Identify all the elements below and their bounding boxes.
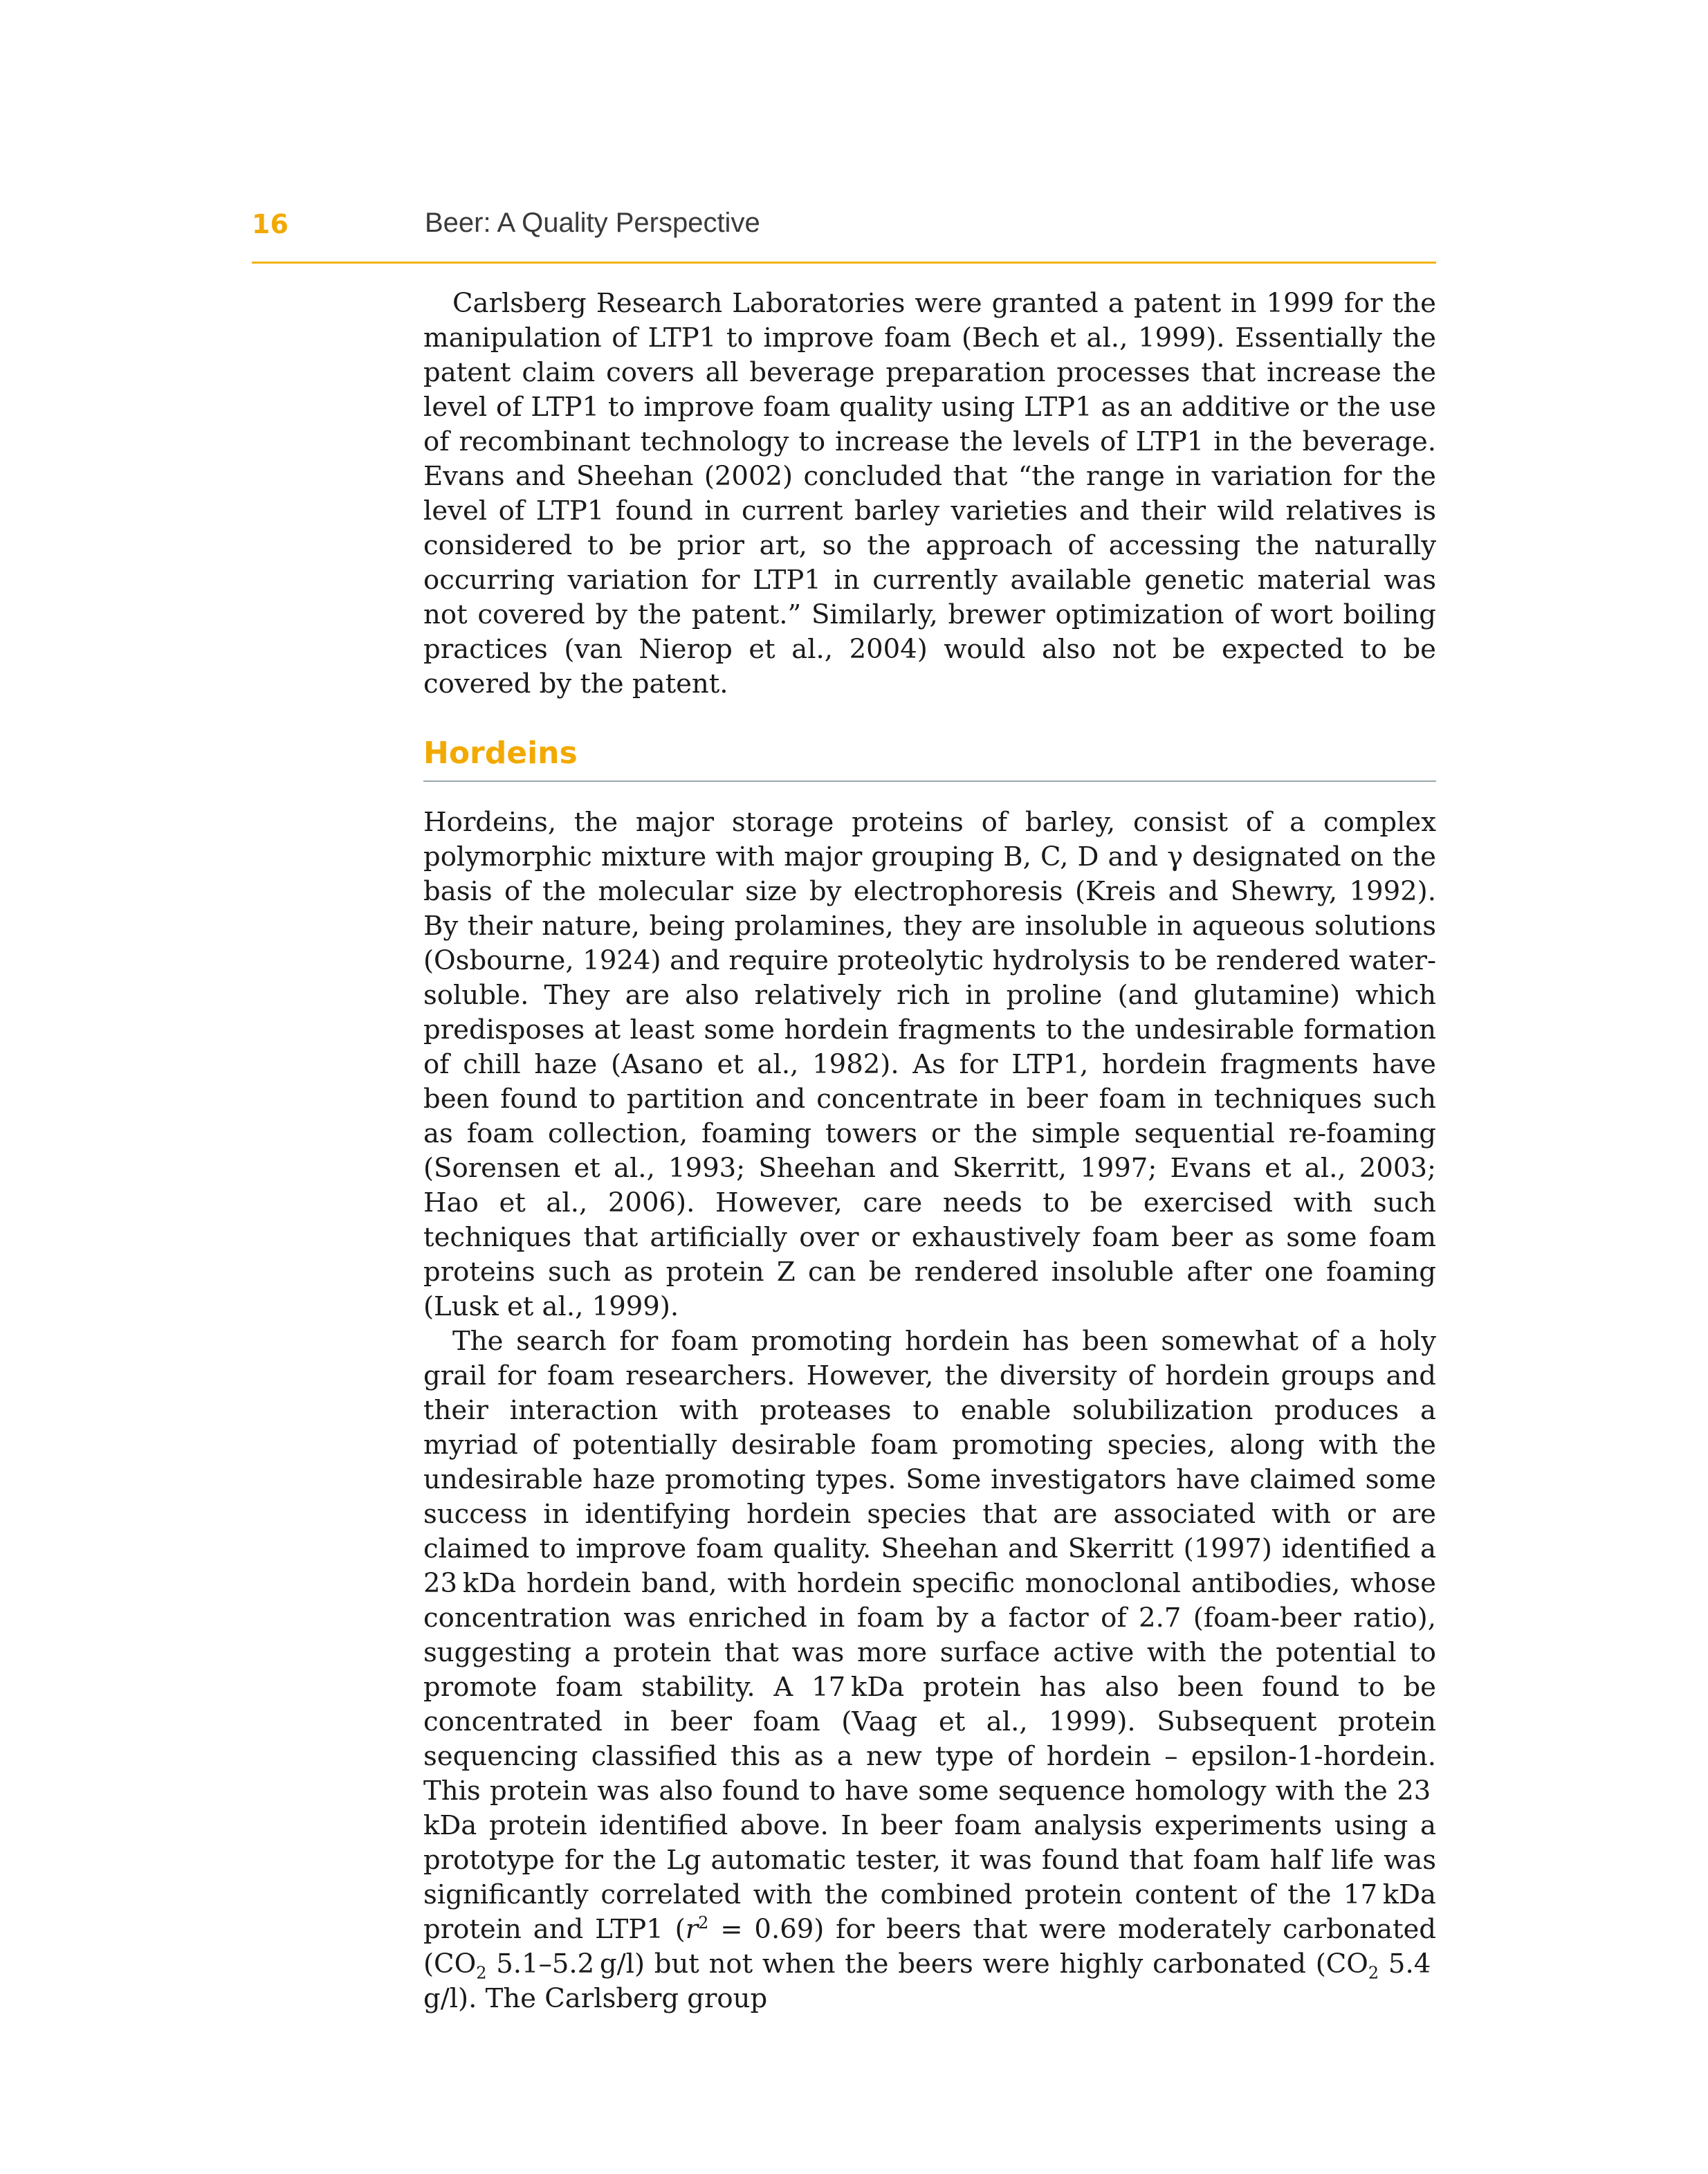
paragraph-2-mid-a: = 0.69) for beers that were moderately carbonated (CO [423, 1914, 1436, 1980]
paragraph-2-start: The search for foam promoting hordein has been somewhat of a holy grail for foam researchers. However, the diversity of hordein groups and their interaction with proteases to enable solubilization produces a myriad of potentially desirable foam promoting species, along with the undesirable haze promoting types. Some investigators have claimed some success in identifying hordein species that are associated with or are claimed to improve foam quality. Sheehan and Skerritt (1997) identified a 23 kDa hordein band, with hordein specific monoclonal antibodies, whose concentration was enriched in foam by a factor of 2.7 (foam-beer ratio), suggesting a protein that was more surface active with the potential to promote foam stability. A 17 kDa protein has also been found to be concentrated in beer foam (Vaag et al., 1999). Subsequent protein sequencing classified this as a new type of hordein – epsilon-1-hordein. This protein was also found to have some sequence homology with the 23 kDa protein identified above. In beer foam analysis experiments using a prototype for the Lg automatic tester, it was found that foam half life was significantly correlated with the combined protein content of the 17 kDa protein and LTP1 ( [423, 1326, 1436, 1945]
book-title: Beer: A Quality Perspective [425, 208, 760, 238]
section-heading: Hordeins [423, 732, 1436, 782]
section-paragraph-1: Hordeins, the major storage proteins of barley, consist of a complex polymorphic mixture with major grouping B, C, D and γ designated on the basis of the molecular size by electrophoresis (Kreis and Shewry, 1992). By their nature, being prolamines, they are insoluble in aqueous solutions (Osbourne, 1924) and require proteolytic hydrolysis to be rendered water-soluble. They are also relatively rich in proline (and glutamine) which predisposes at least some hordein fragments to the undesirable formation of chill haze (Asano et al., 1982). As for LTP1, hordein fragments have been found to partition and concentrate in beer foam in techniques such as foam collection, foaming towers or the simple sequential re-foaming (Sorensen et al., 1993; Sheehan and Skerritt, 1997; Evans et al., 2003; Hao et al., 2006). However, care needs to be exercised with such techniques that artificially over or exhaustively foam beer as some foam proteins such as protein Z can be rendered insoluble after one foaming (Lusk et al., 1999). [423, 807, 1436, 1322]
intro-paragraph: Carlsberg Research Laboratories were granted a patent in 1999 for the manipulation of LTP1 to improve foam (Bech et al., 1999). Essentially the patent claim covers all beverage preparation processes that increase the level of LTP1 to improve foam quality using LTP1 as an additive or the use of recombinant technology to increase the levels of LTP1 in the beverage. Evans and Sheehan (2002) concluded that “the range in variation for the level of LTP1 found in current barley varieties and their wild relatives is considered to be prior art, so the approach of accessing the naturally occurring variation for LTP1 in currently available genetic material was not covered by the patent.” Similarly, brewer optimization of wort boiling practices (van Nierop et al., 2004) would also not be expected to be covered by the patent. [423, 288, 1436, 700]
paragraph-2-end: 5.4 g/l). The Carlsberg group [423, 1948, 1436, 2014]
intro-text [423, 286, 1436, 702]
co2-subscript: 2 [1368, 1963, 1379, 1983]
co2-subscript: 2 [476, 1963, 487, 1983]
section-body [423, 805, 1436, 2016]
section-paragraph-2 [423, 1324, 1436, 2016]
r-exponent: 2 [698, 1913, 709, 1933]
r-symbol: r [685, 1914, 699, 1945]
paragraph-2-mid-b: 5.1–5.2 g/l) but not when the beers were highly carbonated (CO [486, 1948, 1368, 1980]
page-number: 16 [252, 209, 288, 239]
running-head [252, 208, 1436, 264]
